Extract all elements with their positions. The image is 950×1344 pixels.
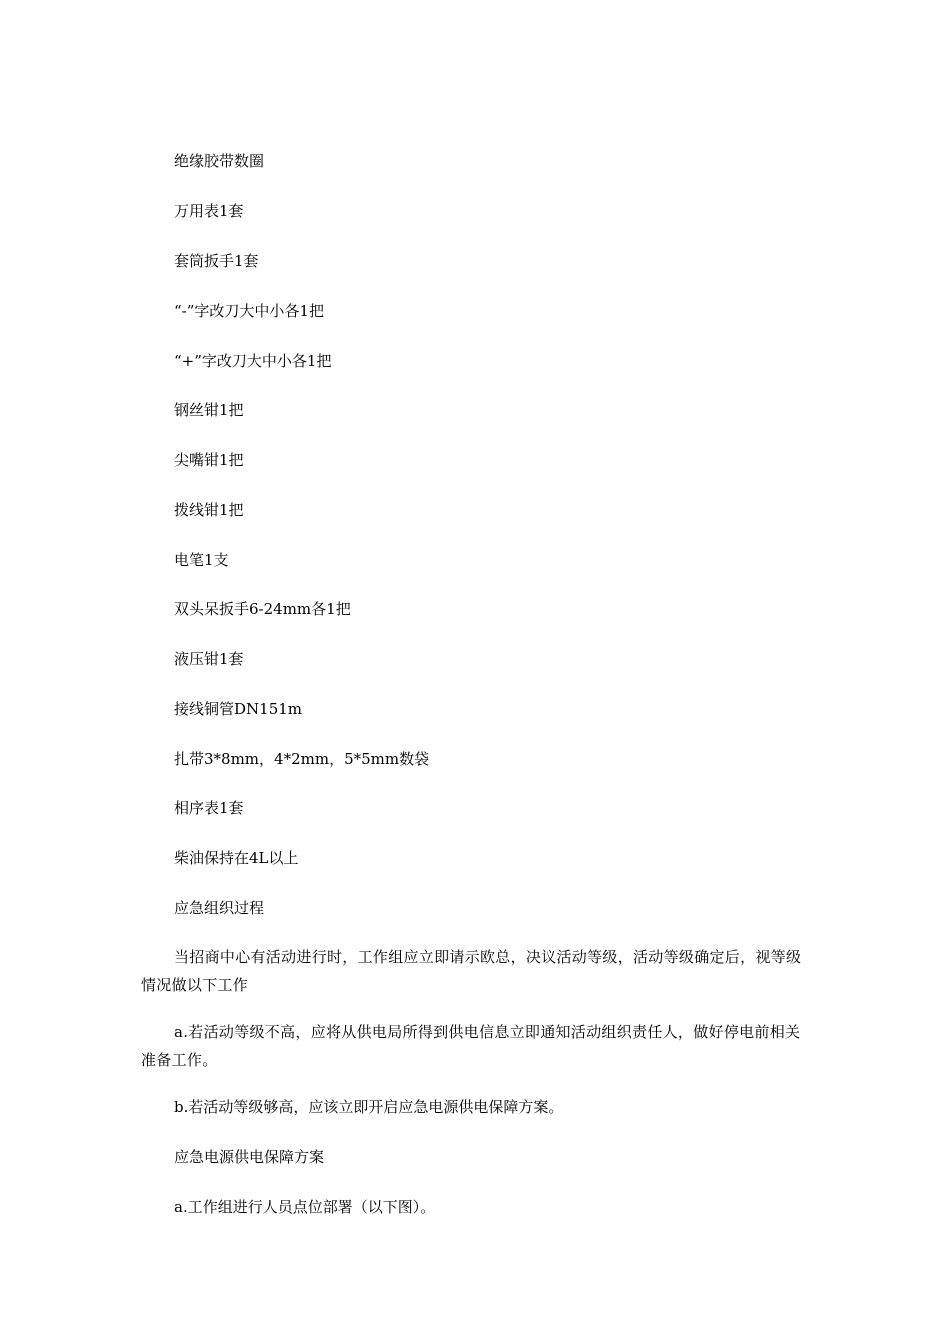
- section-heading-plan: 应急电源供电保障方案: [174, 1148, 325, 1166]
- list-item: 套筒扳手1套: [174, 252, 259, 270]
- list-item: 扎带3*8mm，4*2mm，5*5mm数袋: [174, 750, 430, 768]
- list-item: 液压钳1套: [174, 650, 244, 668]
- list-item: 万用表1套: [174, 202, 244, 220]
- list-item: 相序表1套: [174, 799, 244, 817]
- list-item: 电笔1支: [174, 551, 229, 569]
- list-item: 接线铜管DN151m: [174, 700, 303, 718]
- paragraph-option-b: b.若活动等级够高，应该立即开启应急电源供电保障方案。: [174, 1098, 564, 1116]
- list-item: 钢丝钳1把: [174, 401, 244, 419]
- list-item: “-”字改刀大中小各1把: [174, 302, 324, 320]
- section-heading-process: 应急组织过程: [174, 899, 265, 917]
- list-item: “+”字改刀大中小各1把: [174, 352, 332, 370]
- list-item: 尖嘴钳1把: [174, 451, 244, 469]
- paragraph-option-a: a.若活动等级不高，应将从供电局所得到供电信息立即通知活动组织责任人，做好停电前相关准备工作。: [141, 1023, 801, 1069]
- paragraph-plan-a: a.工作组进行人员点位部署（以下图）。: [174, 1198, 436, 1216]
- list-item: 绝缘胶带数圈: [174, 152, 265, 170]
- list-item: 柴油保持在4L以上: [174, 849, 299, 867]
- list-item: 拨线钳1把: [174, 501, 244, 519]
- list-item: 双头呆扳手6-24mm各1把: [174, 600, 351, 618]
- paragraph-activity: 当招商中心有活动进行时，工作组应立即请示欧总，决议活动等级，活动等级确定后，视等级情况做以下工作: [141, 948, 802, 994]
